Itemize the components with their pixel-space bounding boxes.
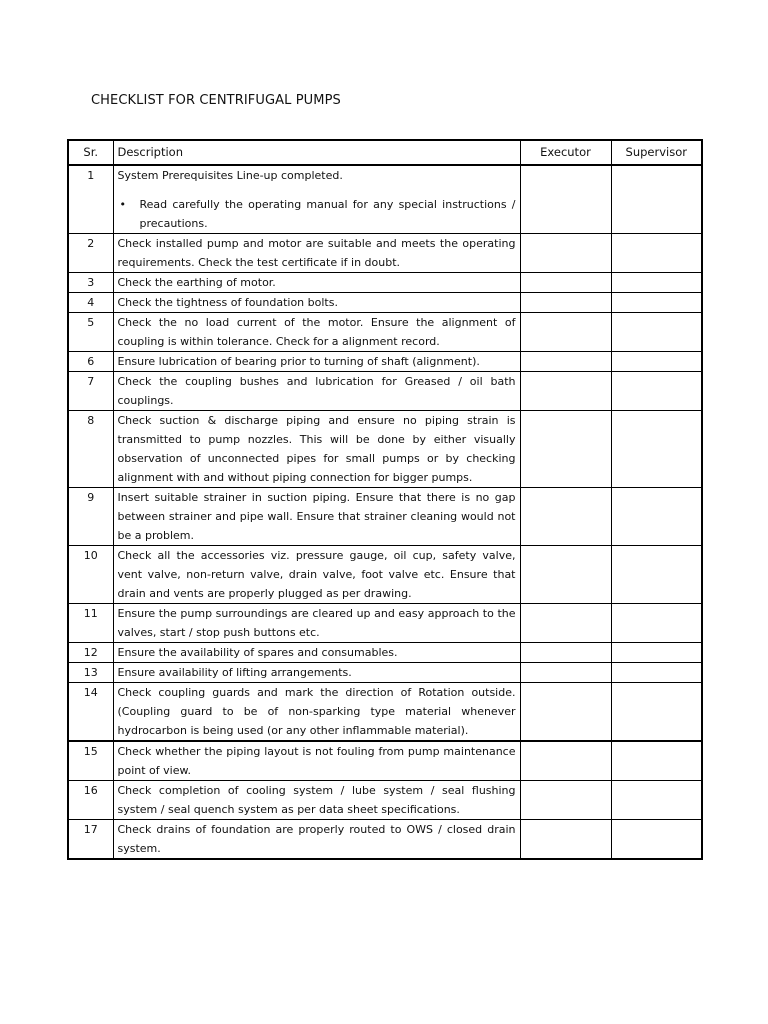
executor-cell[interactable]: [520, 372, 611, 411]
executor-cell[interactable]: [520, 165, 611, 234]
supervisor-cell[interactable]: [611, 273, 702, 293]
row-description: Check coupling guards and mark the direction of Rotation outside. (Coupling guard to be of non-sparking type material whenever hydrocarbon is being used (or any other inflammable material).: [113, 683, 520, 742]
row-description: Check all the accessories viz. pressure gauge, oil cup, safety valve, vent valve, non-return valve, drain valve, foot valve etc. Ensure that drain and vents are properly plugged as per drawing.: [113, 546, 520, 604]
supervisor-cell[interactable]: [611, 546, 702, 604]
table-row: [68, 352, 702, 372]
table-row: [68, 820, 702, 860]
header-sr: Sr.: [68, 140, 113, 165]
supervisor-cell[interactable]: [611, 820, 702, 860]
bullet-list: [118, 195, 516, 233]
table-row: [68, 741, 702, 781]
executor-cell[interactable]: [520, 663, 611, 683]
supervisor-cell[interactable]: [611, 293, 702, 313]
executor-cell[interactable]: [520, 273, 611, 293]
executor-cell[interactable]: [520, 313, 611, 352]
row-sr: 2: [68, 234, 113, 273]
table-row: [68, 234, 702, 273]
row-description: [113, 165, 520, 234]
executor-cell[interactable]: [520, 643, 611, 663]
row-sr: 13: [68, 663, 113, 683]
supervisor-cell[interactable]: [611, 741, 702, 781]
table-row: [68, 683, 702, 742]
checklist-table: [67, 139, 703, 860]
row-sr: 14: [68, 683, 113, 742]
supervisor-cell[interactable]: [611, 488, 702, 546]
supervisor-cell[interactable]: [611, 165, 702, 234]
row-sr: 15: [68, 741, 113, 781]
row-description: Ensure availability of lifting arrangements.: [113, 663, 520, 683]
row-description: Ensure the pump surroundings are cleared up and easy approach to the valves, start / stop push buttons etc.: [113, 604, 520, 643]
row-sr: 8: [68, 411, 113, 488]
row-sr: 10: [68, 546, 113, 604]
table-row: [68, 643, 702, 663]
row-description: Check the coupling bushes and lubrication for Greased / oil bath couplings.: [113, 372, 520, 411]
row-description: Check installed pump and motor are suitable and meets the operating requirements. Check the test certificate if in doubt.: [113, 234, 520, 273]
header-executor: Executor: [520, 140, 611, 165]
executor-cell[interactable]: [520, 352, 611, 372]
row-description: Check completion of cooling system / lube system / seal flushing system / seal quench system as per data sheet specifications.: [113, 781, 520, 820]
executor-cell[interactable]: [520, 820, 611, 860]
executor-cell[interactable]: [520, 741, 611, 781]
row-sr: 7: [68, 372, 113, 411]
table-row: [68, 663, 702, 683]
row-description: Check whether the piping layout is not fouling from pump maintenance point of view.: [113, 741, 520, 781]
row-description: Insert suitable strainer in suction piping. Ensure that there is no gap between strainer and pipe wall. Ensure that strainer cleaning would not be a problem.: [113, 488, 520, 546]
row-description: Check the no load current of the motor. Ensure the alignment of coupling is within tolerance. Check for a alignment record.: [113, 313, 520, 352]
row-description: Check drains of foundation are properly routed to OWS / closed drain system.: [113, 820, 520, 860]
supervisor-cell[interactable]: [611, 663, 702, 683]
table-row: [68, 273, 702, 293]
supervisor-cell[interactable]: [611, 372, 702, 411]
row-sr: 12: [68, 643, 113, 663]
row-sr: 6: [68, 352, 113, 372]
row-description: Ensure lubrication of bearing prior to turning of shaft (alignment).: [113, 352, 520, 372]
supervisor-cell[interactable]: [611, 234, 702, 273]
executor-cell[interactable]: [520, 683, 611, 742]
executor-cell[interactable]: [520, 546, 611, 604]
table-row: [68, 781, 702, 820]
supervisor-cell[interactable]: [611, 352, 702, 372]
row-sr: 1: [68, 165, 113, 234]
bullet-item: • Read carefully the operating manual for any special instructions / precautions.: [118, 195, 516, 233]
supervisor-cell[interactable]: [611, 604, 702, 643]
supervisor-cell[interactable]: [611, 781, 702, 820]
table-row: [68, 293, 702, 313]
row-sr: 4: [68, 293, 113, 313]
table-row: [68, 488, 702, 546]
executor-cell[interactable]: [520, 604, 611, 643]
supervisor-cell[interactable]: [611, 683, 702, 742]
row-sr: 17: [68, 820, 113, 860]
table-header-row: [68, 140, 702, 165]
executor-cell[interactable]: [520, 293, 611, 313]
row-description-text: System Prerequisites Line-up completed.: [117, 169, 343, 182]
header-description: Description: [113, 140, 520, 165]
row-sr: 3: [68, 273, 113, 293]
row-description: Check the tightness of foundation bolts.: [113, 293, 520, 313]
executor-cell[interactable]: [520, 234, 611, 273]
page-title: CHECKLIST FOR CENTRIFUGAL PUMPS: [91, 93, 341, 108]
executor-cell[interactable]: [520, 411, 611, 488]
row-description: Check suction & discharge piping and ensure no piping strain is transmitted to pump nozzles. This will be done by either visually observation of unconnected pipes for small pumps or by checking alignment with and without piping connection for bigger pumps.: [113, 411, 520, 488]
table-row: [68, 313, 702, 352]
supervisor-cell[interactable]: [611, 643, 702, 663]
row-description: Ensure the availability of spares and consumables.: [113, 643, 520, 663]
supervisor-cell[interactable]: [611, 313, 702, 352]
table-row: [68, 411, 702, 488]
row-description: Check the earthing of motor.: [113, 273, 520, 293]
row-sr: 5: [68, 313, 113, 352]
table-row: [68, 546, 702, 604]
row-sr: 9: [68, 488, 113, 546]
table-row: [68, 604, 702, 643]
row-sr: 16: [68, 781, 113, 820]
supervisor-cell[interactable]: [611, 411, 702, 488]
executor-cell[interactable]: [520, 488, 611, 546]
row-sr: 11: [68, 604, 113, 643]
executor-cell[interactable]: [520, 781, 611, 820]
table-row: [68, 165, 702, 234]
table-row: [68, 372, 702, 411]
header-supervisor: Supervisor: [611, 140, 702, 165]
